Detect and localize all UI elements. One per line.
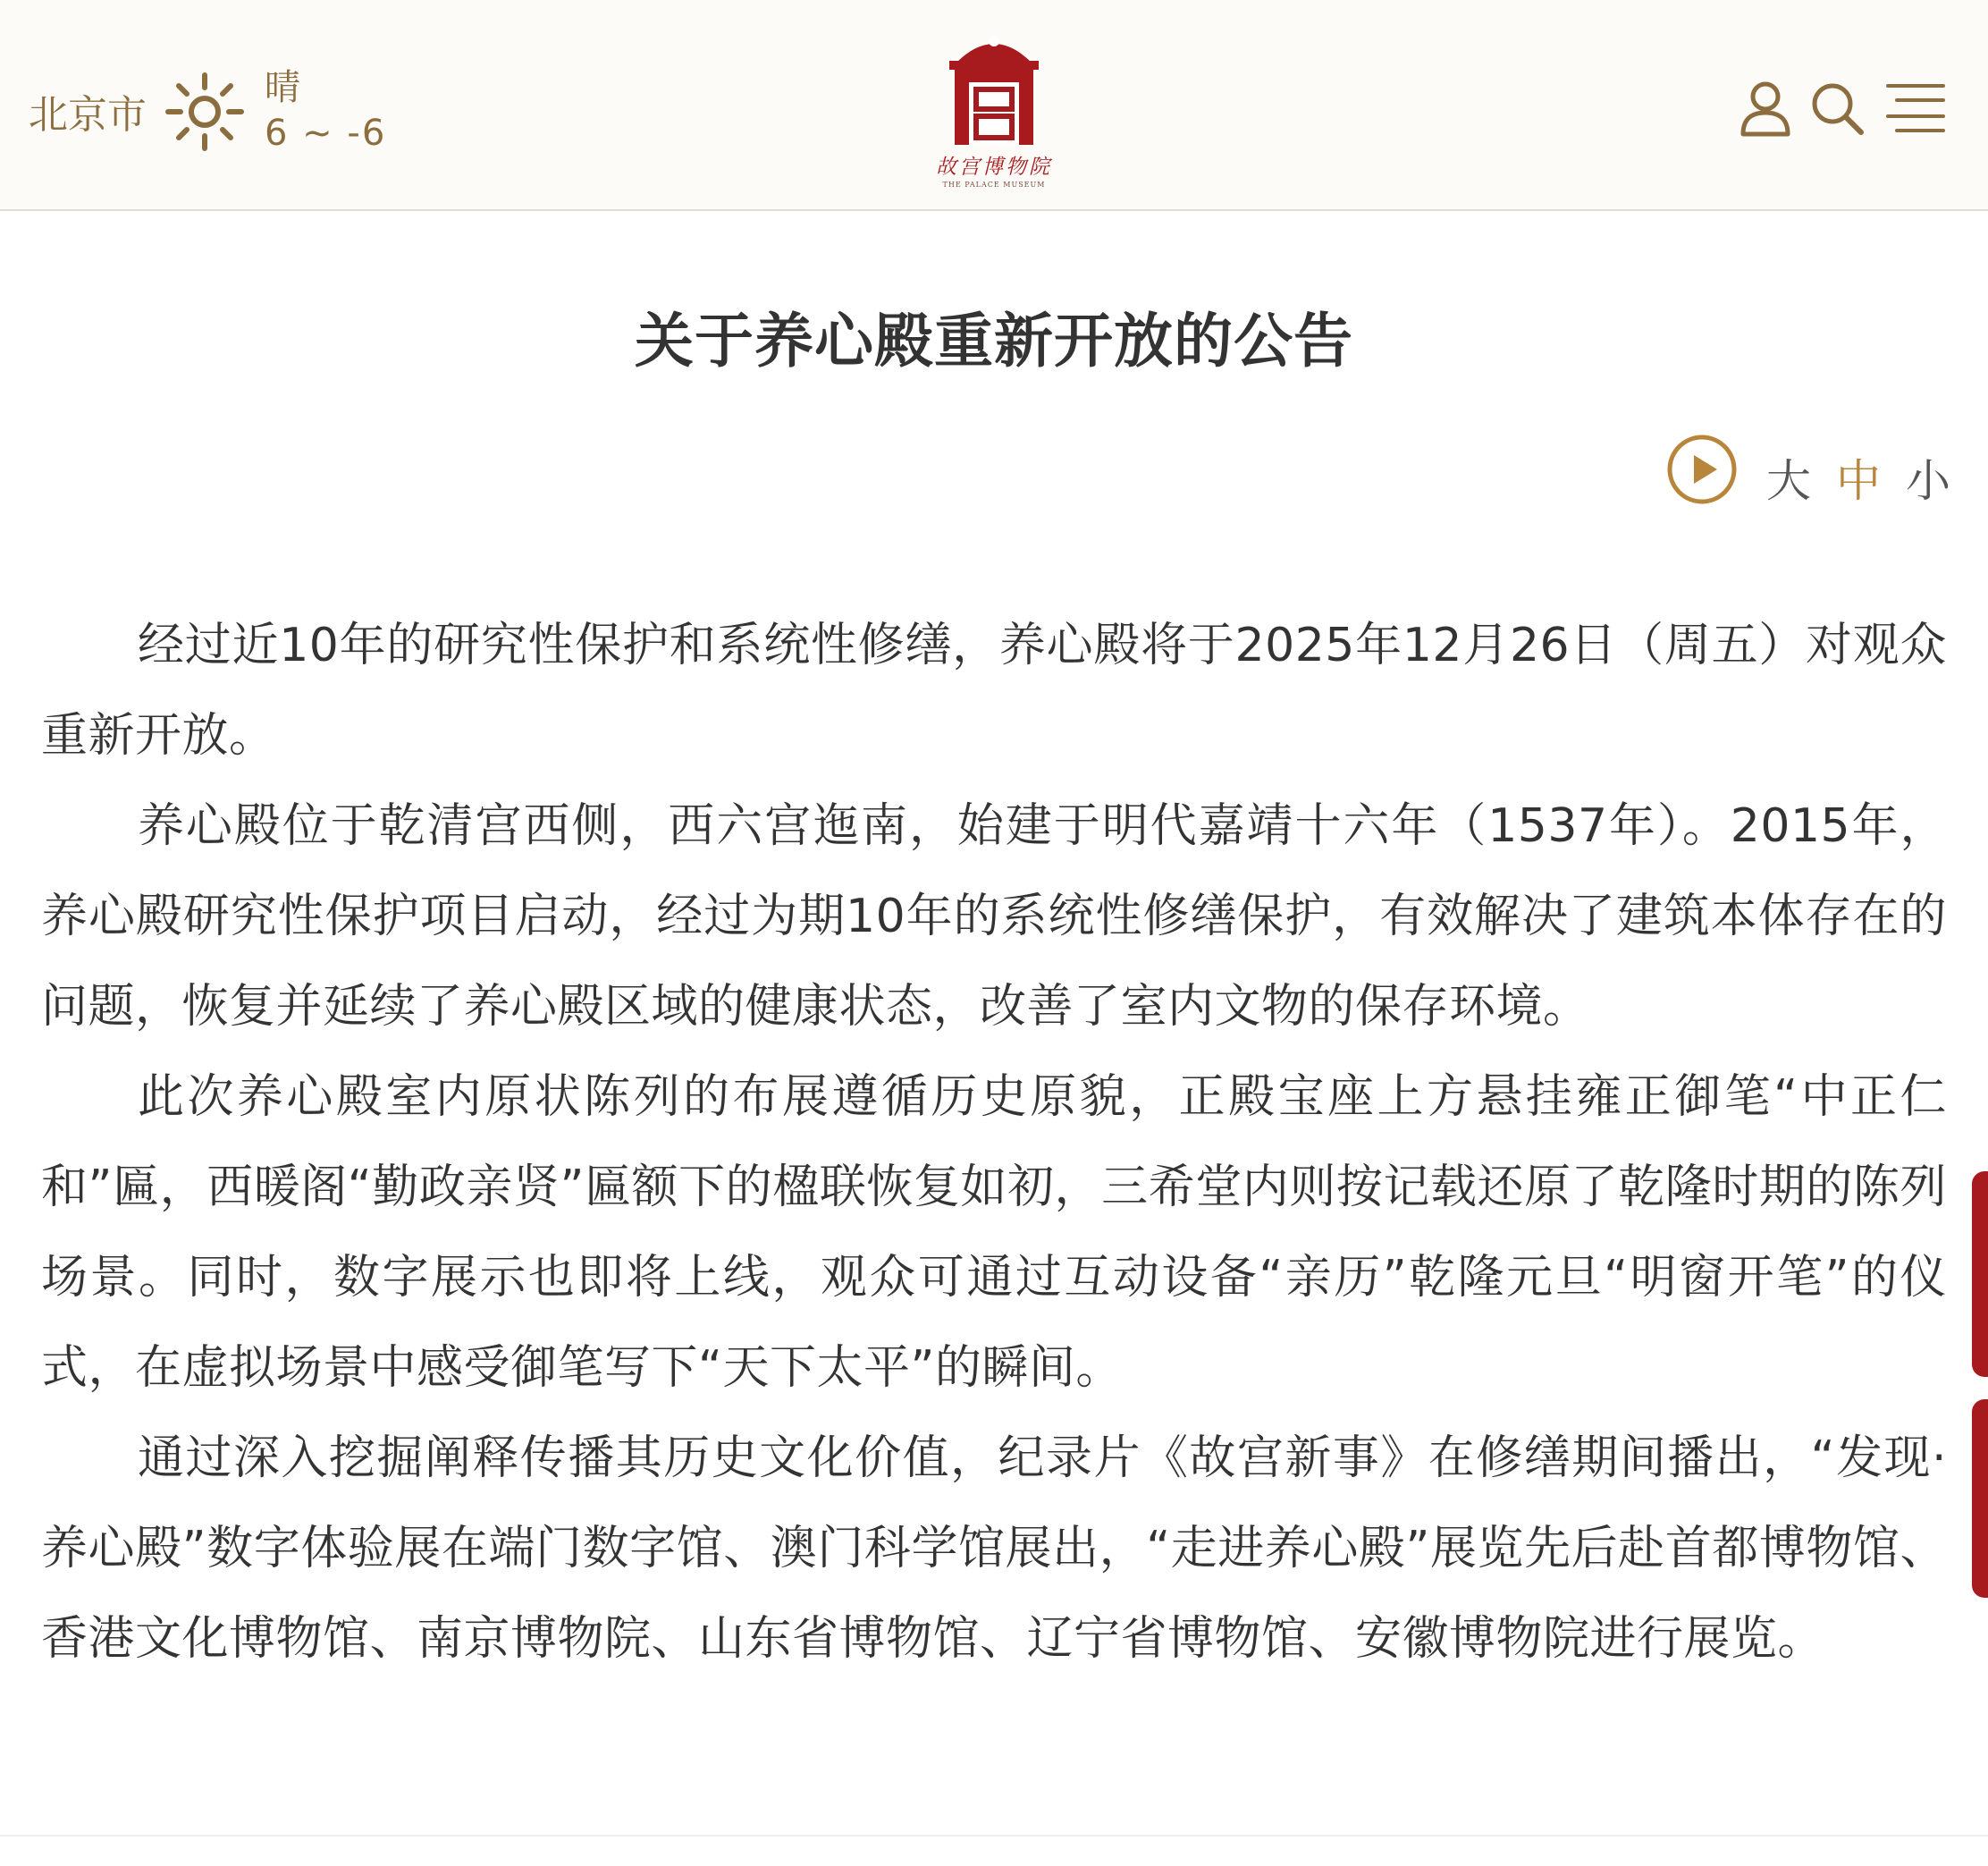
play-icon	[1666, 434, 1738, 505]
site-header	[0, 0, 1988, 211]
article-paragraph: 此次养心殿室内原状陈列的布展遵循历史原貌，正殿宝座上方悬挂雍正御笔“中正仁和”匾，西暖阁“勤政亲贤”匾额下的楹联恢复如初，三希堂内则按记载还原了乾隆时期的陈列场景。同时，数字展示也即将上线，观众可通过互动设备“亲历”乾隆元旦“明窗开笔”的仪式，在虚拟场景中感受御笔写下“天下太平”的瞬间。	[41, 1070, 1947, 1395]
palace-gate-icon	[922, 25, 1066, 147]
side-float-tab[interactable]	[1972, 1171, 1988, 1377]
user-icon[interactable]	[1734, 77, 1797, 139]
page-title: 关于养心殿重新开放的公告	[635, 307, 1353, 376]
article-body	[41, 601, 1947, 1684]
sun-icon	[164, 72, 245, 152]
article-paragraph: 养心殿位于乾清宫西侧，西六宫迤南，始建于明代嘉靖十六年（1537年）。2015年，养心殿研究性保护项目启动，经过为期10年的系统性修缮保护，有效解决了建筑本体存在的问题，恢复并延续了养心殿区域的健康状态，改善了室内文物的保存环境。	[41, 799, 1947, 1034]
font-size-small-button[interactable]: 小	[1906, 455, 1950, 507]
menu-icon[interactable]	[1884, 77, 1947, 139]
search-icon[interactable]	[1806, 77, 1868, 139]
palace-museum-logo[interactable]	[922, 25, 1066, 195]
side-float-tab[interactable]	[1972, 1399, 1988, 1598]
city-name[interactable]: 北京市	[29, 92, 147, 138]
weather-condition: 晴	[265, 67, 300, 108]
font-size-large-button[interactable]: 大	[1766, 455, 1811, 507]
logo-english-name: THE PALACE MUSEUM	[942, 181, 1046, 189]
audio-play-button[interactable]	[1666, 434, 1738, 505]
article-paragraph: 经过近10年的研究性保护和系统性修缮，养心殿将于2025年12月26日（周五）对观众重新开放。	[41, 619, 1947, 763]
article-paragraph: 通过深入挖掘阐释传播其历史文化价值，纪录片《故宫新事》在修缮期间播出，“发现·养心殿”数字体验展在端门数字馆、澳门科学馆展出，“走进养心殿”展览先后赴首都博物馆、香港文化博物馆、南京博物院、山东省博物馆、辽宁省博物馆、安徽博物院进行展览。	[41, 1431, 1947, 1666]
font-size-medium-button[interactable]: 中	[1836, 455, 1881, 507]
temperature-range: 6 ~ -6	[265, 113, 387, 154]
divider	[0, 1835, 1988, 1836]
logo-chinese-name: 故宫博物院	[936, 156, 1052, 179]
